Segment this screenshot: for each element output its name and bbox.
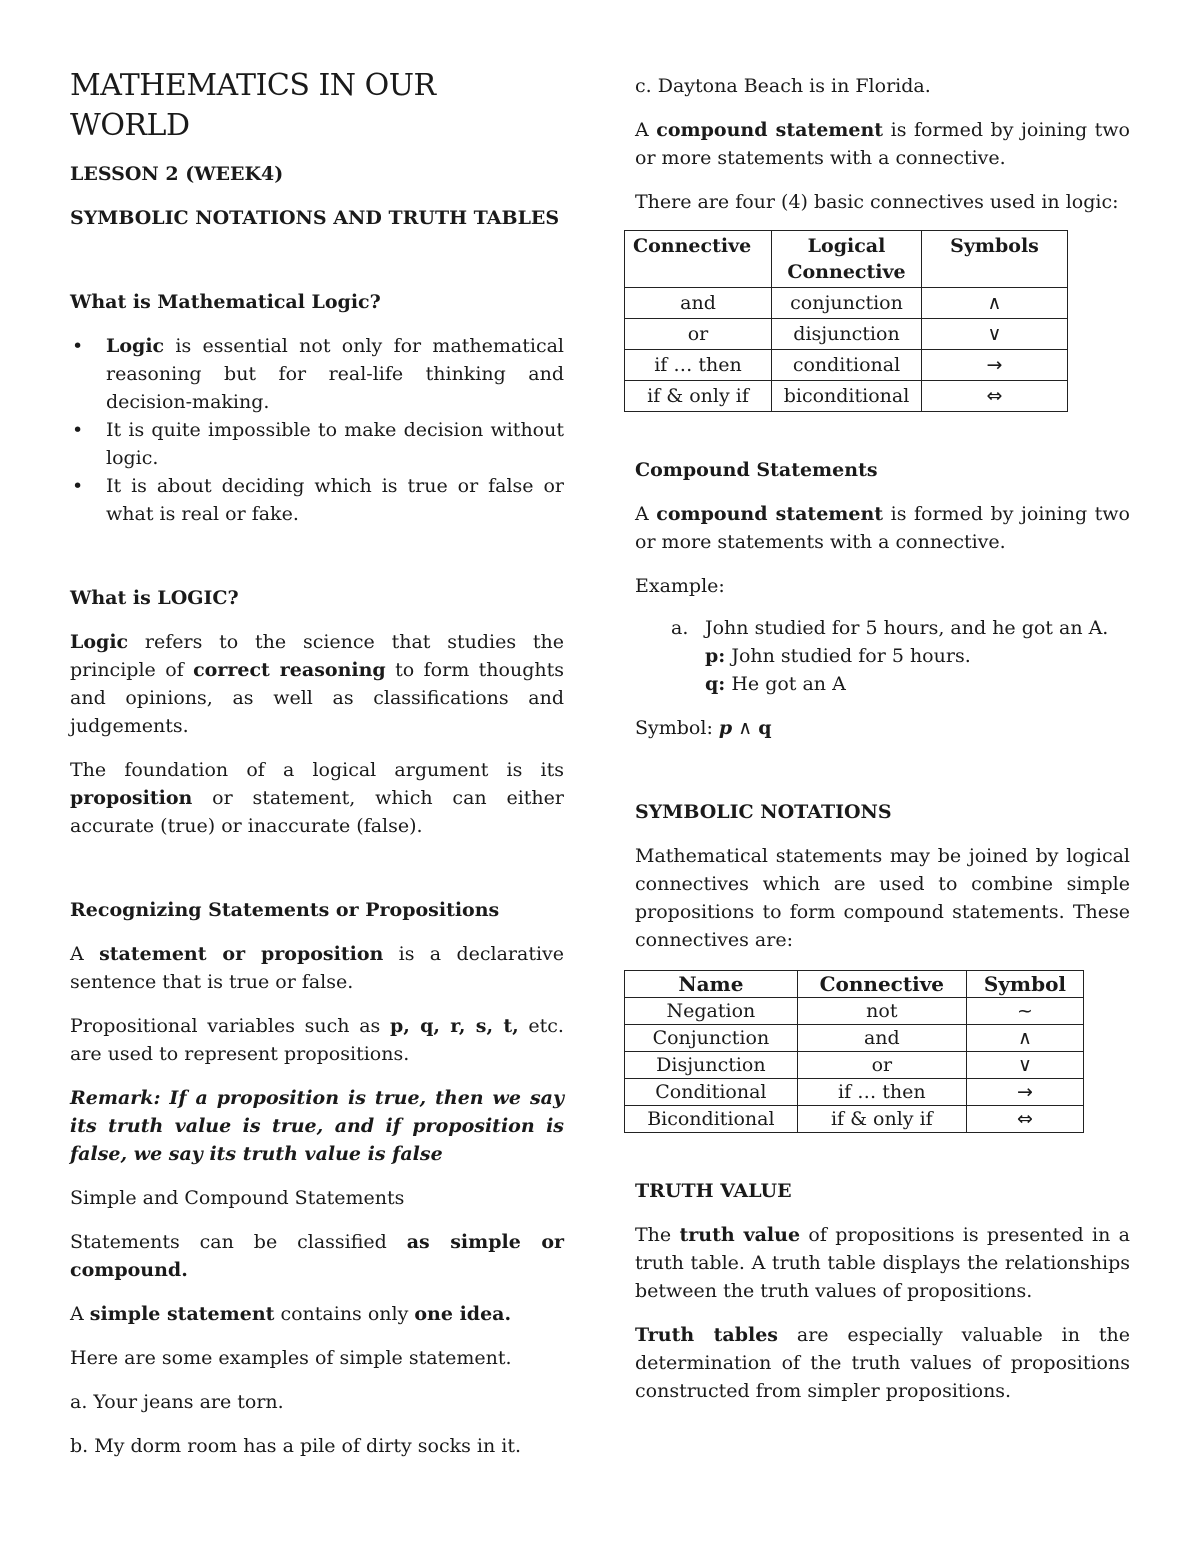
table-header-cell: Connective xyxy=(797,971,966,998)
table-cell: ⇔ xyxy=(922,381,1068,412)
bullet-item: • It is quite impossible to make decision without logic. xyxy=(70,416,564,472)
table-cell: and xyxy=(625,288,772,319)
table-cell: Biconditional xyxy=(625,1106,798,1133)
heading-recognizing-statements: Recognizing Statements or Propositions xyxy=(70,899,500,921)
table-header-cell: Name xyxy=(625,971,798,998)
paragraph-classification: Statements can be classified as simple or compound. xyxy=(70,1231,564,1281)
table-cell: Disjunction xyxy=(625,1052,798,1079)
table-row xyxy=(625,1052,1084,1079)
table-cell: Conditional xyxy=(625,1079,798,1106)
table-cell: if & only if xyxy=(625,381,772,412)
bullet-item: • It is about deciding which is true or false or what is real or fake. xyxy=(70,472,564,528)
example-a: a. Your jeans are torn. xyxy=(70,1391,284,1413)
table-cell: or xyxy=(797,1052,966,1079)
table-cell: not xyxy=(797,998,966,1025)
left-column xyxy=(70,66,564,1460)
notations-table xyxy=(624,970,1084,1133)
heading-mathematical-logic: What is Mathematical Logic? xyxy=(70,291,381,313)
table-row xyxy=(625,1106,1084,1133)
table-cell: or xyxy=(625,319,772,350)
paragraph-truth-value: The truth value of propositions is presented in a truth table. A truth table displays the relationships between the truth values of propositions. xyxy=(635,1224,1130,1302)
table-cell: Negation xyxy=(625,998,798,1025)
symbol-line: Symbol: p ∧ q xyxy=(635,717,772,739)
table-header-row xyxy=(625,971,1084,998)
topic-title: SYMBOLIC NOTATIONS AND TRUTH TABLES xyxy=(70,207,560,229)
table-cell: → xyxy=(966,1079,1083,1106)
example-label: Example: xyxy=(635,575,725,597)
table-header-cell: Symbol xyxy=(966,971,1083,998)
paragraph-propositional-variables: Propositional variables such as p, q, r, s, t, etc. are used to represent propositions. xyxy=(70,1015,564,1065)
example-b: b. My dorm room has a pile of dirty socks in it. xyxy=(70,1435,522,1457)
table-row xyxy=(625,381,1068,412)
lesson-label: LESSON 2 (WEEK4) xyxy=(70,163,284,185)
right-column xyxy=(635,72,1130,1405)
table-header-row xyxy=(625,231,1068,288)
list-item: a. John studied for 5 hours, and he got an A. xyxy=(671,617,1109,639)
heading-symbolic-notations: SYMBOLIC NOTATIONS xyxy=(635,801,892,823)
table-row xyxy=(625,288,1068,319)
table-cell: disjunction xyxy=(772,319,922,350)
table-cell: ∧ xyxy=(966,1025,1083,1052)
paragraph-truth-tables: Truth tables are especially valuable in the determination of the truth values of propositions constructed from simpler propositions. xyxy=(635,1324,1130,1402)
table-cell: conjunction xyxy=(772,288,922,319)
table-cell: biconditional xyxy=(772,381,922,412)
compound-example-list xyxy=(635,614,1130,698)
table-cell: if … then xyxy=(797,1079,966,1106)
table-cell: if & only if xyxy=(797,1106,966,1133)
paragraph-foundation: The foundation of a logical argument is its proposition or statement, which can either accurate (true) or inaccurate (false). xyxy=(70,759,564,837)
table-row xyxy=(625,1025,1084,1052)
table-cell: and xyxy=(797,1025,966,1052)
heading-compound-statements: Compound Statements xyxy=(635,459,878,481)
paragraph-four-connectives: There are four (4) basic connectives used in logic: xyxy=(635,191,1119,213)
connectives-table xyxy=(624,230,1068,412)
table-cell: Conjunction xyxy=(625,1025,798,1052)
list-item: p: John studied for 5 hours. xyxy=(705,645,971,667)
table-cell: if … then xyxy=(625,350,772,381)
table-cell: ~ xyxy=(966,998,1083,1025)
table-header-cell: Connective xyxy=(625,231,772,288)
table-cell: ∧ xyxy=(922,288,1068,319)
table-cell: → xyxy=(922,350,1068,381)
remark: Remark: If a proposition is true, then we say its truth value is true, and if proposition is false, we say its truth value is false xyxy=(70,1087,564,1165)
table-cell: ∨ xyxy=(966,1052,1083,1079)
table-header-cell: Logical Connective xyxy=(772,231,922,288)
paragraph-statement-definition: A statement or proposition is a declarative sentence that is true or false. xyxy=(70,943,565,993)
table-row xyxy=(625,350,1068,381)
paragraph-simple-statement: A simple statement contains only one idea. xyxy=(70,1303,512,1325)
table-row xyxy=(625,1079,1084,1106)
paragraph-notations: Mathematical statements may be joined by logical connectives which are used to combine simple propositions to form compound statements. These connectives are: xyxy=(635,845,1130,951)
table-cell: ∨ xyxy=(922,319,1068,350)
page-title: MATHEMATICS IN OUR WORLD xyxy=(70,68,436,143)
heading-what-is-logic: What is LOGIC? xyxy=(70,587,239,609)
table-row xyxy=(625,319,1068,350)
paragraph-logic-definition: Logic refers to the science that studies the principle of correct reasoning to form thoughts and opinions, as well as classifications and judgements. xyxy=(70,631,564,737)
paragraph-compound-definition: A compound statement is formed by joining two or more statements with a connective. xyxy=(635,119,1130,169)
example-c: c. Daytona Beach is in Florida. xyxy=(635,75,931,97)
paragraph-simple-compound: Simple and Compound Statements xyxy=(70,1187,405,1209)
paragraph-examples-intro: Here are some examples of simple statement. xyxy=(70,1347,512,1369)
table-cell: conditional xyxy=(772,350,922,381)
logic-bullet-list xyxy=(70,332,564,528)
table-row xyxy=(625,998,1084,1025)
list-item: q: He got an A xyxy=(705,673,846,695)
paragraph-compound-definition-2: A compound statement is formed by joining two or more statements with a connective. xyxy=(635,503,1130,553)
heading-truth-value: TRUTH VALUE xyxy=(635,1180,792,1202)
table-header-cell: Symbols xyxy=(922,231,1068,288)
table-cell: ⇔ xyxy=(966,1106,1083,1133)
bullet-item: • Logic is essential not only for mathematical reasoning but for real-life thinking and decision-making. xyxy=(70,332,564,416)
